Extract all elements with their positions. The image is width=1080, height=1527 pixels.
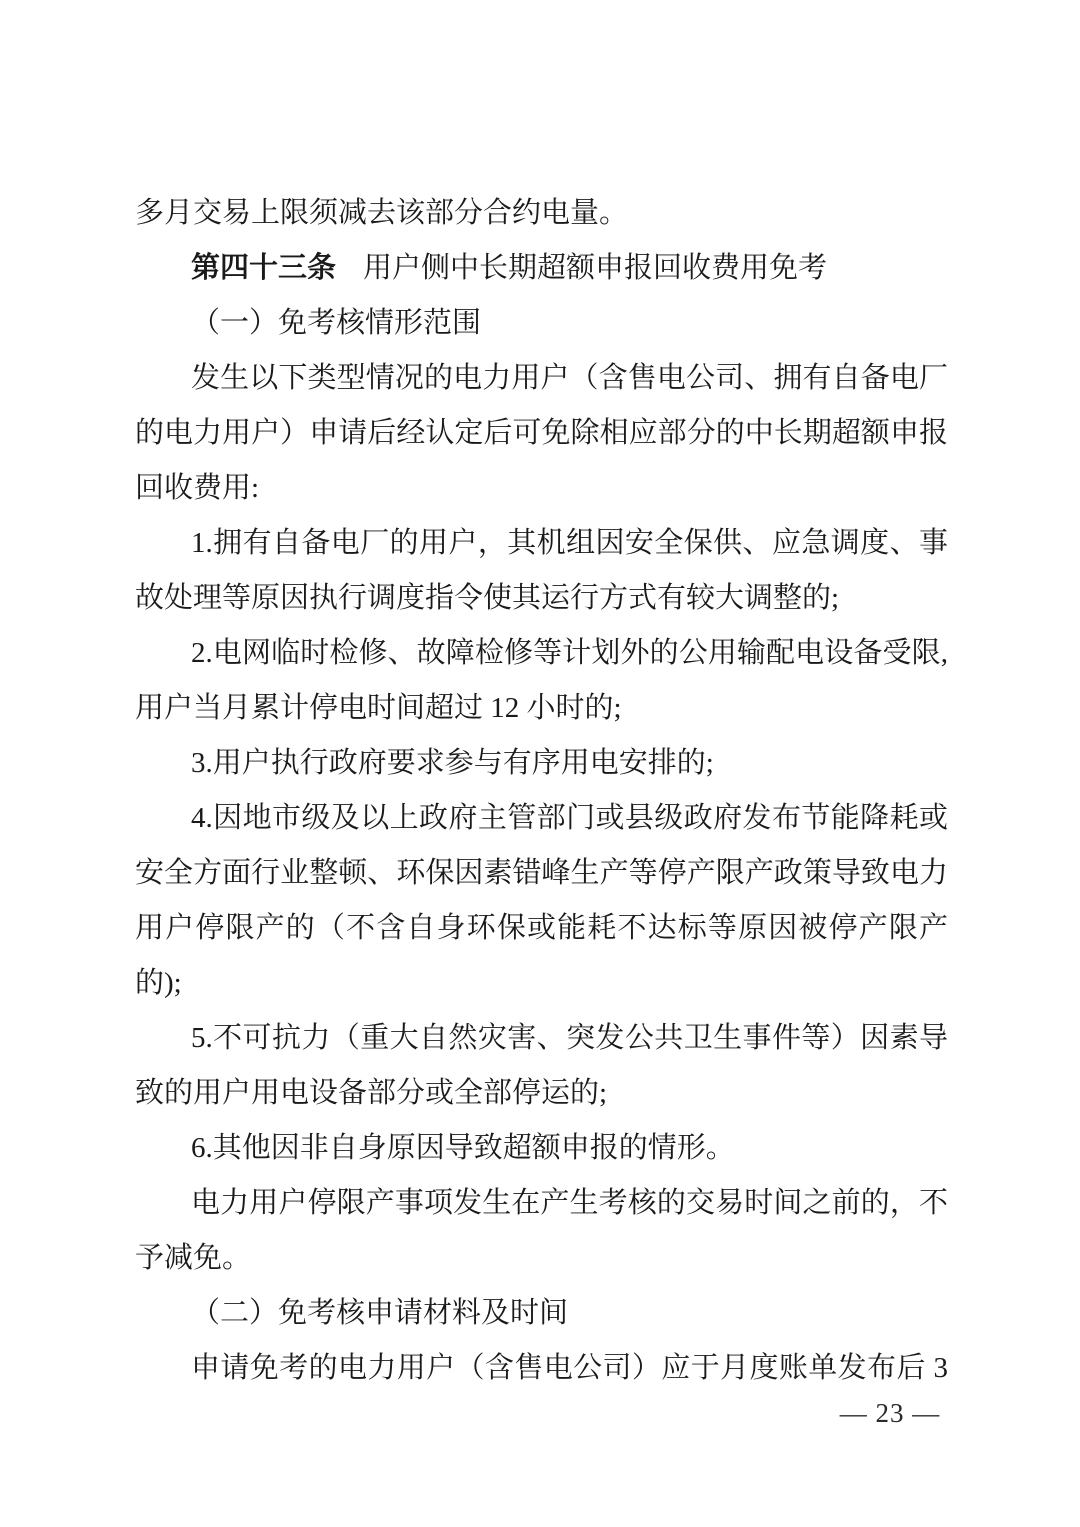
item-1-line-1: 1.拥有自备电厂的用户，其机组因安全保供、应急调度、事 <box>191 527 948 559</box>
para-exemption-scope-line-2: 的电力用户）申请后经认定后可免除相应部分的中长期超额申报 <box>135 417 948 449</box>
article-number: 第四十三条 <box>191 252 337 284</box>
page-number: — 23 — <box>839 1398 941 1428</box>
section-2-heading: （二）免考核申请材料及时间 <box>191 1297 569 1329</box>
section-1-heading: （一）免考核情形范围 <box>191 307 482 339</box>
article-title: 用户侧中长期超额申报回收费用免考 <box>363 252 828 284</box>
item-5-line-2: 致的用户用电设备部分或全部停运的; <box>135 1077 608 1109</box>
item-4-line-1: 4.因地市级及以上政府主管部门或县级政府发布节能降耗或 <box>191 802 948 834</box>
item-6-line: 6.其他因非自身原因导致超额申报的情形。 <box>191 1132 735 1164</box>
para-no-exemption-line-1: 电力用户停限产事项发生在产生考核的交易时间之前的，不 <box>191 1187 948 1219</box>
para-prev-continuation: 多月交易上限须减去该部分合约电量。 <box>135 197 629 229</box>
para-no-exemption-line-2: 予减免。 <box>135 1242 252 1274</box>
para-application-line-1: 申请免考的电力用户（含售电公司）应于月度账单发布后 3 <box>191 1352 948 1384</box>
item-5-line-1: 5.不可抗力（重大自然灾害、突发公共卫生事件等）因素导 <box>191 1022 948 1054</box>
article-43-heading <box>135 241 948 296</box>
item-1-line-2: 故处理等原因执行调度指令使其运行方式有较大调整的; <box>135 582 840 614</box>
item-2-line-1: 2.电网临时检修、故障检修等计划外的公用输配电设备受限, <box>191 637 948 669</box>
para-exemption-scope-line-3: 回收费用: <box>135 472 260 504</box>
para-exemption-scope-line-1: 发生以下类型情况的电力用户（含售电公司、拥有自备电厂 <box>191 362 948 394</box>
item-3-line: 3.用户执行政府要求参与有序用电安排的; <box>191 747 714 779</box>
item-4-line-4: 的); <box>135 967 182 999</box>
item-4-line-2: 安全方面行业整顿、环保因素错峰生产等停产限产政策导致电力 <box>135 857 948 889</box>
document-body <box>135 186 948 1396</box>
item-2-line-2: 用户当月累计停电时间超过 12 小时的; <box>135 692 622 724</box>
item-4-line-3: 用户停限产的（不含自身环保或能耗不达标等原因被停产限产 <box>135 912 948 944</box>
